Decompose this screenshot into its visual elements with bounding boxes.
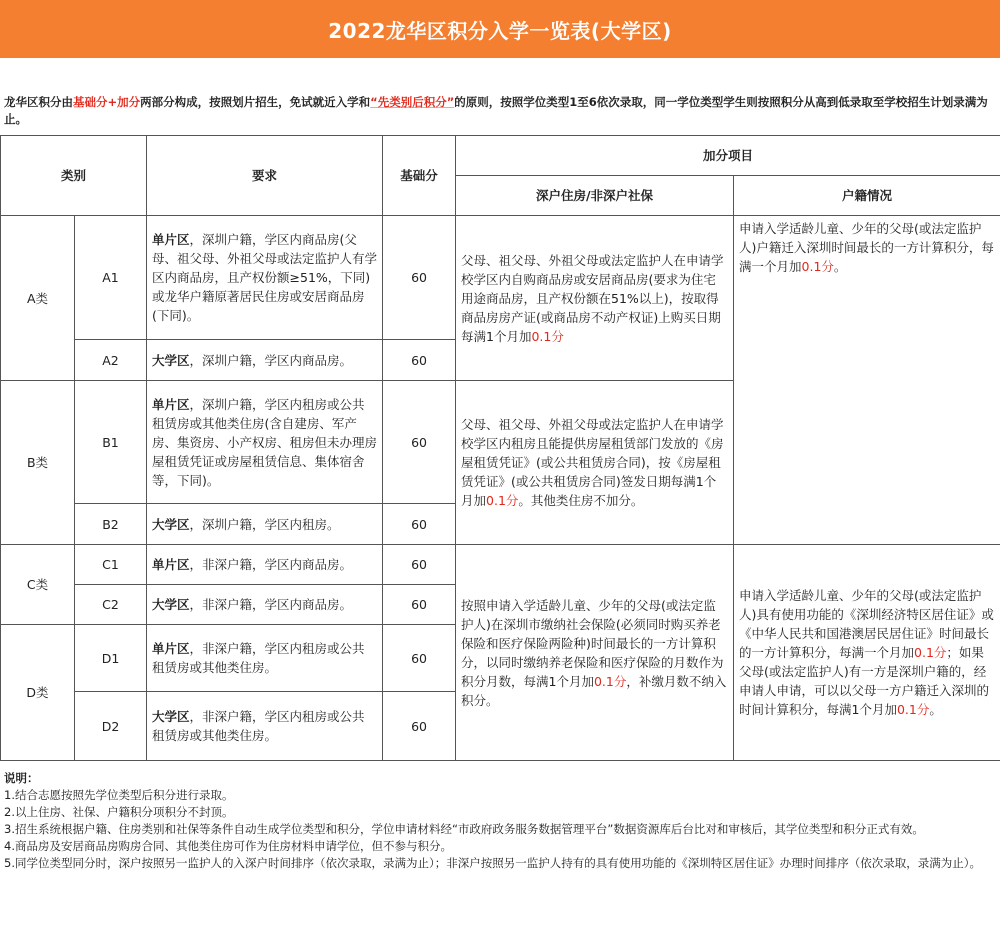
code-d1: D1	[75, 625, 147, 692]
intro-text: 两部分构成，按照划片招生，免试就近入学和	[140, 95, 371, 109]
requirement-text: ，深圳户籍，学区内租房或公共租赁房或其他类住房(含自建房、军产房、集资房、小产权房、租房但未办理房屋租赁凭证或房屋租赁信息、集体宿舍等，下同)。	[152, 396, 378, 488]
bonus-text: 按照申请入学适龄儿童、少年的父母(或法定监护人)在深圳市缴纳社会保险(必须同时购买养老保险和医疗保险两险种)时间最长的一方计算积分，以同时缴纳养老保险和医疗保险的月数作为积分月数，每满1个月加	[461, 597, 724, 689]
code-a1: A1	[75, 216, 147, 340]
hukou-value: 0.1分	[896, 702, 930, 717]
score-a2: 60	[383, 340, 456, 381]
code-d2: D2	[75, 692, 147, 761]
hukou-tail: 。	[833, 259, 847, 274]
zone-label: 单片区	[152, 396, 190, 412]
score-d2: 60	[383, 692, 456, 761]
code-a2: A2	[75, 340, 147, 381]
requirement-a1	[147, 216, 383, 340]
zone-label: 大学区	[152, 352, 190, 368]
zone-label: 大学区	[152, 597, 190, 612]
code-b2: B2	[75, 504, 147, 545]
intro-text: 的原则，按照学位类型1至6依次录取，同一学位类型学生则按照积分从高到低录取至学校招生计划录满为止。	[4, 95, 988, 126]
hukou-value: 0.1分	[801, 259, 834, 274]
score-d1: 60	[383, 625, 456, 692]
bonus-text: 父母、祖父母、外祖父母或法定监护人在申请学校学区内自购商品房或安居商品房(要求为住宅用途商品房，且产权份额在51%以上)，按取得商品房房产证(或商品房不动产权证)上购买日期每满1个月加	[461, 252, 724, 344]
note-2: 2.以上住房、社保、户籍积分项积分不封顶。	[4, 805, 234, 819]
zone-label: 大学区	[152, 709, 190, 724]
title-banner	[0, 0, 1000, 58]
requirement-text: ，深圳户籍，学区内商品房(父母、祖父母、外祖父母或法定监护人有学区内商品房，且产权份额≥51%，下同)或龙华户籍原著居民住房或安居商品房(下同)。	[152, 232, 378, 323]
note-4: 4.商品房及安居商品房购房合同、其他类住房可作为住房材料申请学位，但不参与积分。	[4, 839, 452, 853]
hukou-tail: 。	[929, 702, 942, 717]
hukou-text: 申请入学适龄儿童、少年的父母(或法定监护人)具有使用功能的《深圳经济特区居住证》或《中华人民共和国港澳居民居住证》时间最长的一方计算积分，每满一个月加	[739, 588, 994, 660]
code-b1: B1	[75, 381, 147, 504]
zone-label: 单片区	[152, 232, 190, 247]
score-a1: 60	[383, 216, 456, 340]
hukou-value: 0.1分	[914, 645, 947, 660]
requirement-b2	[147, 504, 383, 545]
score-c2: 60	[383, 585, 456, 625]
requirement-a2	[147, 340, 383, 381]
requirement-b1	[147, 381, 383, 504]
note-1: 1.结合志愿按照先学位类型后积分进行录取。	[4, 788, 234, 802]
category-b: B类	[1, 381, 75, 545]
category-c: C类	[1, 545, 75, 625]
requirement-text: ，深圳户籍，学区内商品房。	[189, 352, 353, 368]
intro-text: 龙华区积分由	[4, 95, 73, 109]
hukou-ab	[734, 216, 1000, 545]
intro-paragraph	[4, 94, 996, 128]
zone-label: 单片区	[152, 557, 190, 572]
requirement-text: ，深圳户籍，学区内租房。	[189, 516, 340, 532]
requirement-d1	[147, 625, 383, 692]
requirement-c1	[147, 545, 383, 585]
requirement-text: ，非深户籍，学区内商品房。	[189, 597, 353, 612]
bonus-tail: ，补缴月数不纳入积分。	[461, 673, 727, 708]
requirement-d2	[147, 692, 383, 761]
note-5: 5.同学位类型同分时，深户按照另一监护人的入深户时间排序（依次录取，录满为止）；非深户按照另一监护人持有的具有使用功能的《深圳特区居住证》办理时间排序（依次录取，录满为止）。	[4, 856, 981, 870]
bonus-value: 0.1分	[486, 493, 519, 508]
score-b2: 60	[383, 504, 456, 545]
page-title: 2022龙华区积分入学一览表(大学区)	[328, 18, 672, 43]
notes-title: 说明：	[4, 771, 39, 785]
header-category: 类别	[1, 136, 147, 216]
category-a: A类	[1, 216, 75, 381]
admission-table	[0, 135, 1000, 761]
intro-highlight-base: 基础分+加分	[73, 95, 141, 109]
header-hukou: 户籍情况	[734, 176, 1000, 216]
category-d: D类	[1, 625, 75, 761]
bonus-social-security-cd	[456, 545, 734, 761]
requirement-c2	[147, 585, 383, 625]
hukou-cd	[734, 545, 1000, 761]
code-c2: C2	[75, 585, 147, 625]
bonus-housing-b	[456, 381, 734, 545]
header-bonus: 加分项目	[456, 136, 1000, 176]
hukou-text: 申请入学适龄儿童、少年的父母(或法定监护人)户籍迁入深圳时间最长的一方计算积分，每满一个月加	[739, 221, 994, 274]
requirement-text: ，非深户籍，学区内租房或公共租赁房或其他类住房。	[152, 641, 365, 675]
notes-section	[4, 770, 996, 872]
bonus-text: 父母、祖父母、外祖父母或法定监护人在申请学校学区内租房且能提供房屋租赁部门发放的《房屋租赁凭证》(或公共租赁房合同)，按《房屋租赁凭证》(或公共租赁房合同)签发日期每满1个月加	[461, 417, 724, 508]
zone-label: 大学区	[152, 516, 190, 532]
requirement-text: ，非深户籍，学区内商品房。	[189, 557, 353, 572]
code-c1: C1	[75, 545, 147, 585]
hukou-text: ；如果父母(或法定监护人)有一方是深圳户籍的，经申请人申请，可以以父母一方户籍迁入深圳的时间计算积分，每满1个月加	[739, 645, 990, 717]
header-requirement: 要求	[147, 136, 383, 216]
score-c1: 60	[383, 545, 456, 585]
bonus-tail: 。其他类住房不加分。	[518, 493, 644, 508]
bonus-housing-a	[456, 216, 734, 381]
score-b1: 60	[383, 381, 456, 504]
header-base-score: 基础分	[383, 136, 456, 216]
bonus-value: 0.1分	[593, 673, 627, 689]
bonus-value: 0.1分	[531, 328, 564, 344]
intro-highlight-principle: “先类别后积分”	[370, 95, 455, 109]
requirement-text: ，非深户籍，学区内租房或公共租赁房或其他类住房。	[152, 709, 365, 743]
note-3: 3.招生系统根据户籍、住房类别和社保等条件自动生成学位类型和积分，学位申请材料经“市政府政务服务数据管理平台”数据资源库后台比对和审核后，其学位类型和积分正式有效。	[4, 822, 924, 836]
zone-label: 单片区	[152, 641, 190, 656]
header-housing: 深户住房/非深户社保	[456, 176, 734, 216]
